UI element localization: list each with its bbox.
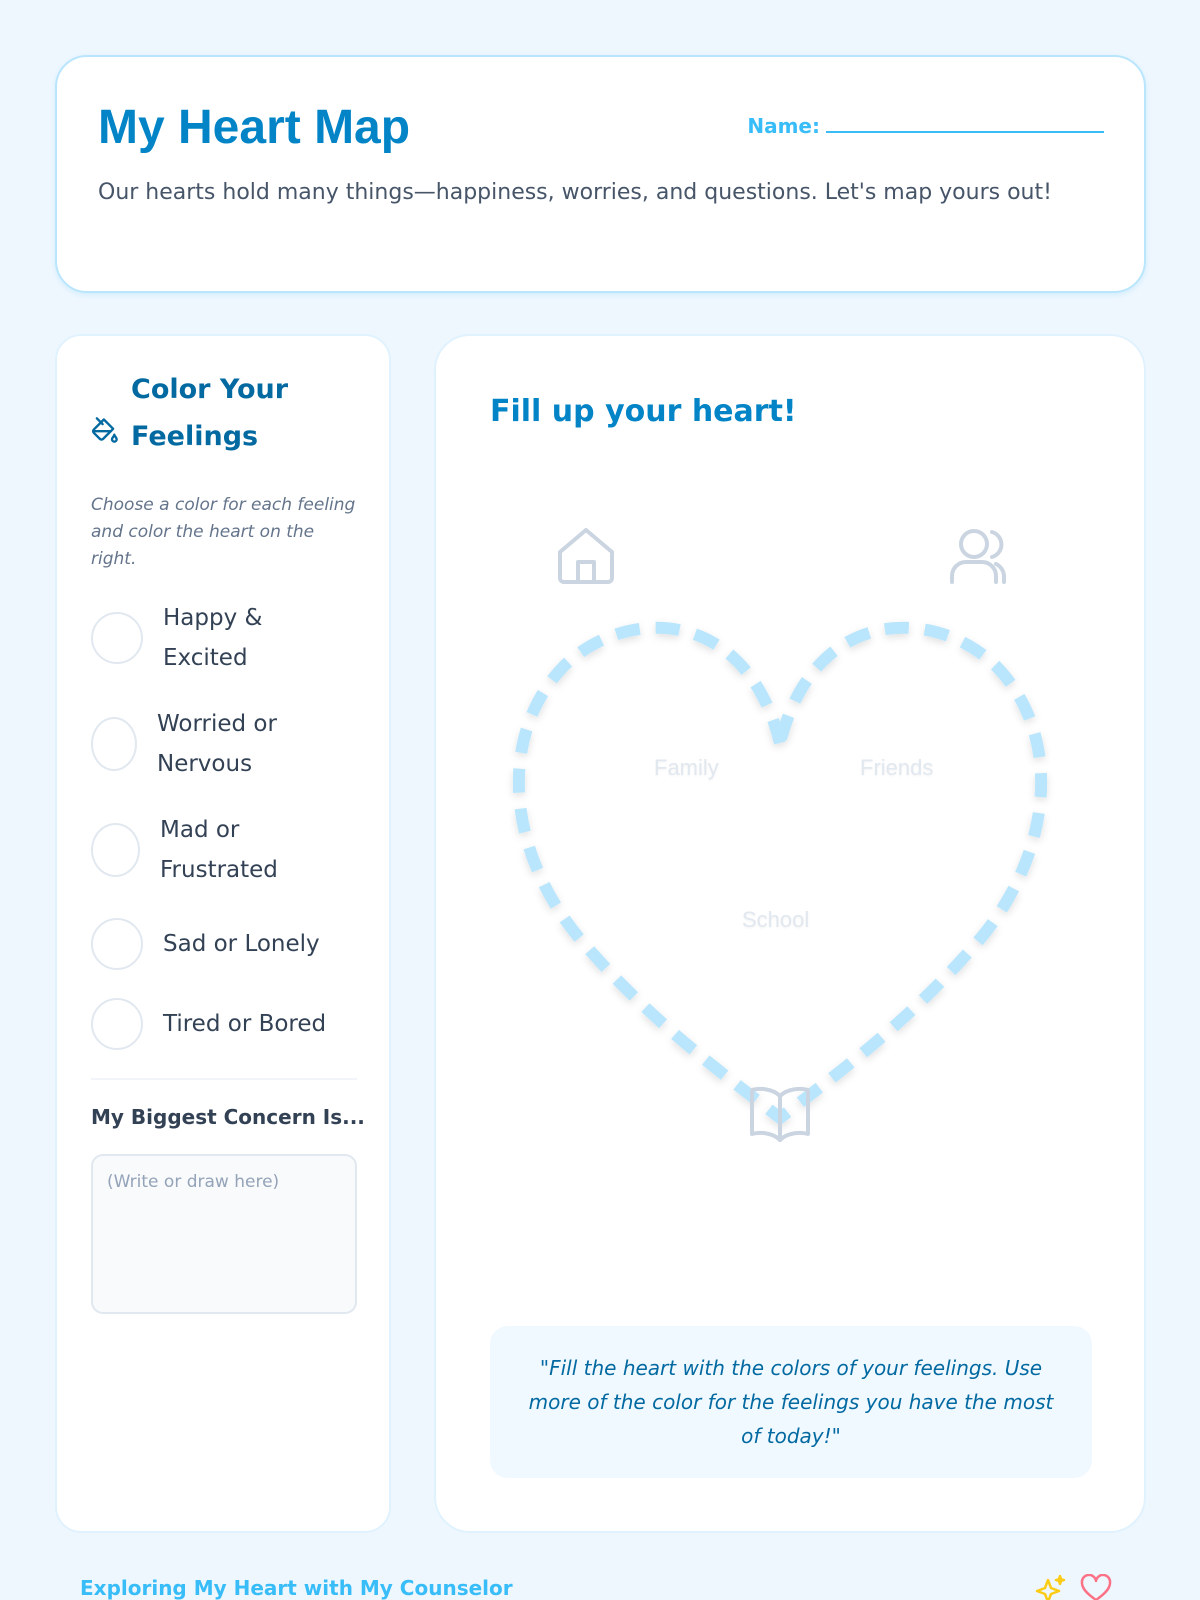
heart-icon [1082,1575,1110,1600]
feeling-item-mad [91,810,361,890]
quote-text: "Fill the heart with the colors of your feelings. Use more of the color for the feelings you have the most of today!" [528,1356,1054,1448]
page-title: My Heart Map [98,101,411,154]
color-swatch-happy[interactable] [91,612,143,664]
zone-label-friends: Friends [860,755,934,780]
name-line[interactable] [826,115,1104,133]
feelings-hint: Choose a color for each feeling and color the heart on the right. [91,495,356,569]
instruction-quote [490,1326,1092,1478]
feeling-item-worried [91,704,361,784]
feeling-label: Sad or Lonely [163,931,320,957]
concern-placeholder: (Write or draw here) [107,1172,280,1192]
color-swatch-mad[interactable] [91,823,140,877]
feeling-label: Happy & Excited [163,605,263,671]
feeling-label: Worried or Nervous [157,711,277,777]
feeling-item-happy [91,598,361,678]
feeling-item-sad [91,918,361,970]
paint-bucket-icon [91,416,119,444]
divider [91,1078,357,1080]
heart-panel [434,334,1146,1533]
color-swatch-sad[interactable] [91,918,143,970]
name-field[interactable] [747,113,1104,139]
header-card [55,55,1146,293]
concern-title: My Biggest Concern Is... [91,1105,365,1129]
color-swatch-tired[interactable] [91,998,143,1050]
zone-label-family: Family [654,755,719,780]
feelings-panel-header [91,366,371,466]
heart-outline [519,628,1041,1118]
feeling-item-tired [91,998,361,1050]
color-swatch-worried[interactable] [91,717,137,771]
zone-label-school: School [742,907,810,932]
concern-input[interactable] [91,1154,357,1314]
feeling-label: Mad or Frustrated [160,817,278,883]
feelings-panel-title: Color Your Feelings [131,374,289,452]
feelings-panel [55,334,391,1533]
footer-text: Exploring My Heart with My Counselor [80,1576,513,1600]
feeling-label: Tired or Bored [163,1011,327,1037]
footer-icons [1034,1574,1122,1600]
sparkles-icon [1037,1576,1064,1600]
page-subtitle: Our hearts hold many things—happiness, worries, and questions. Let's map yours out! [98,180,1052,205]
friends-icon [952,531,1004,582]
heart-panel-title: Fill up your heart! [490,394,797,429]
home-icon [560,530,612,582]
name-label: Name: [747,114,820,138]
